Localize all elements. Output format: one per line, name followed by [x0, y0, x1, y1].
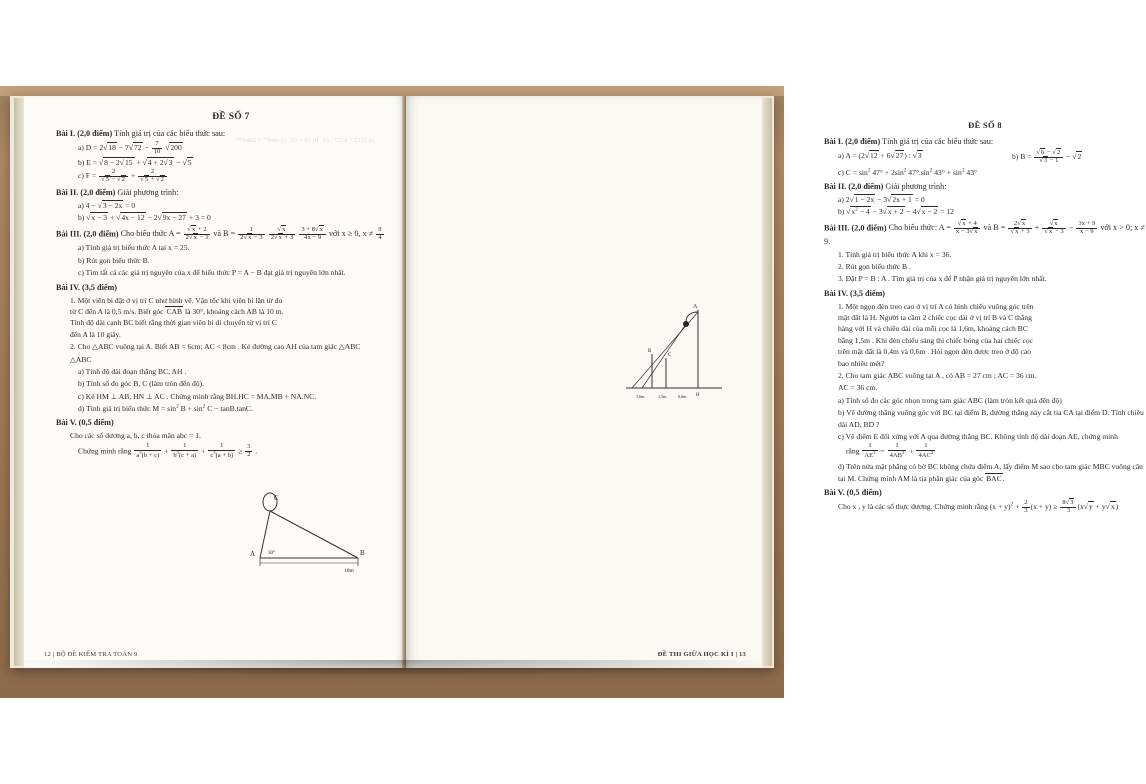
problem-item: Chứng minh rằng $\frac{1}{a^3(b + c)}$ + $\frac{1}{b^3(c + a)}$ + $\frac{1}{c^3(a + b)}$ ≥ $\frac{3}{2}$ . [78, 441, 258, 459]
svg-text:B: B [648, 349, 652, 354]
svg-text:B: B [360, 549, 365, 557]
book-shadow [10, 660, 774, 676]
svg-text:0,6m: 0,6m [678, 394, 687, 399]
svg-text:1,5m: 1,5m [658, 394, 667, 399]
figure-lamp-right [622, 302, 726, 406]
problem-item: a) A = (2√12 + 6√27) : √3 [838, 150, 922, 160]
lamp-shadow-diagram-svg [622, 302, 726, 406]
problem-item: d) Tính giá trị biểu thức $M = \sin^2 B + \sin^2 C - \tan B.\tan C$. [78, 403, 253, 414]
section-label: Bài V. (0,5 điểm) [824, 488, 882, 498]
problem-item: a) D = 2√18 − 7√72 − $\frac{7}{10}$ √200 [78, 139, 182, 155]
problem-item: a) Tính giá trị biểu thức A tại x = 25. [78, 243, 190, 253]
problem-item: c) Tìm tất cả các giá trị nguyên của x để biểu thức P = A − B đạt giá trị nguyên lớn nhất. [78, 268, 346, 278]
left-page-content [56, 112, 406, 461]
problem-row [824, 149, 1146, 166]
problem-item-formula: rằng $\frac{1}{AE^2}$ = $\frac{1}{4AB^2}$ + $\frac{1}{4AC^2}$ [846, 442, 934, 460]
figure-triangle-left [246, 492, 372, 578]
book-page-right [406, 96, 1145, 668]
section-heading-bai-1-right [824, 136, 1146, 148]
problem-item: 1. Tính giá trị biểu thức A khi x = 36. [838, 249, 952, 259]
page-footer-right: ĐỀ THI GIỮA HỌC KÌ I | 13 [657, 651, 746, 658]
section-label: Bài II. (2,0 điểm) [56, 187, 116, 197]
section-label: Bài III. (2,0 điểm) [56, 228, 119, 238]
problem-item-ac: AC = 36 cm. [838, 383, 878, 393]
svg-text:C: C [274, 494, 279, 502]
section-heading-bai-1-left [56, 128, 406, 140]
reverse-show-through: a) 2√12 + 6√27 : √3 b) √6 − √2 c) sin47° + 2sin47° [236, 137, 374, 144]
page-title-left: ĐỀ SỐ 7 [212, 112, 250, 122]
triangle-diagram-svg [246, 492, 372, 578]
problem-item: b) $√x^2 - 4 - 3√x + 2 - 4√x - 2 = 12$ [838, 206, 954, 217]
section-subtitle: Giải phương trình: [885, 182, 947, 192]
problem-item: 1. Một viên bi đặt ở vị trí C như hình vẽ. Vận tốc khi viên bi lăn từ đo từ C đến A là 0,5 m/s. Biết góc CAB là 30°, khoảng cách AB là 10 m. Tính độ dài cạnh BC biết rằng thời gian viên bi di chuyển từ vị trí C đến A là 10 giây. [70, 295, 284, 339]
problem-item: 1. Một ngọn đèn treo cao ở vị trí A có hình chiếu vuông góc trên mặt đất là H. Người ta cầm 2 chiếc cọc dài ở vị trí B và C thẳng hàng với H và chiều dài của mỗi cọc là 1,6m, khoảng cách BC bằng 1,5m . Khi đèn chiếu sáng thì chiếc bóng của hai chiếc cọc trên mặt đất là 0,4m và 0,6m . Hỏi ngọn đèn được treo ở độ cao bao nhiêu mét? [838, 301, 1034, 368]
problem-item: a) 4 − √3 − 2x = 0 [78, 200, 136, 210]
problem-item: a) Tính độ dài đoạn thẳng BC, AH . [78, 366, 187, 376]
section-label: Bài I. (2,0 điểm) [824, 137, 881, 146]
section-heading-bai-4-left [56, 282, 406, 294]
section-heading-bai-3-right [824, 221, 1146, 248]
section-heading-bai-3-left [56, 227, 406, 242]
section-subtitle: Tính giá trị của các biểu thức sau: [882, 137, 994, 146]
problem-item: Cho các số dương a, b, c thỏa mãn abc = 1. [70, 431, 201, 441]
problem-item: 2. Cho △ABC vuông tại A. Biết AB = 6cm; AC < 8cm . Kẻ đường cao AH của tam giác △ABC [70, 342, 361, 352]
problem-item: b) Tính số đo góc B, C (làm tròn đến độ). [78, 379, 204, 389]
page-title-right: ĐỀ SỐ 8 [968, 120, 1002, 130]
problem-item: b) E = √8 − 2√15 + √4 + 2√3 − √5 [78, 157, 192, 167]
problem-item: b) B = $\frac{√6 - √2}{√3 - 1}$ − √2 [1012, 148, 1082, 164]
section-label: Bài IV. (3,5 điểm) [56, 282, 118, 292]
page-footer-left: 12 | BỘ ĐỀ KIỂM TRA TOÁN 9 [44, 651, 138, 658]
section-heading-bai-4-right [824, 288, 1146, 300]
svg-text:30°: 30° [268, 551, 275, 556]
desk-edge [0, 86, 784, 96]
svg-text:A: A [693, 304, 698, 310]
svg-text:10m: 10m [344, 568, 354, 574]
section-heading-bai-2-right [824, 181, 1146, 193]
problem-item: Cho x , y là các số thực dương. Chứng minh rằng $(x + y)^2$ + $\frac{2}{3}$ (x + y) ≥ $\frac{8√3}{3}$ (x√y + y√x) [838, 498, 1119, 514]
problem-item: c) Vẽ điểm E đối xứng với A qua đường thẳng BC. Không tính độ dài đoạn AE, chứng minh [838, 431, 1118, 441]
problem-item: c) F = $\frac{2}{√5 - √2}$ + $\frac{2}{√5 + √2}$ [78, 169, 406, 184]
problem-item: 2. Rút gọn biểu thức B . [838, 261, 911, 271]
svg-text:C: C [668, 353, 672, 358]
problem-item: a) Tính số đo các góc nhọn trong tam giác ABC (làm tròn kết quả đến độ) [838, 395, 1062, 405]
problem-item: b) Vẽ đường thẳng vuông góc với BC tại điểm B, đường thẳng này cắt tia CA tại điểm D. Tính chiều dài AD, BD ? [838, 408, 1144, 429]
problem-item: d) Trên nửa mặt phẳng có bờ BC không chứa điểm A, lấy điểm M sao cho tam giác MBC vuông cân tại M. Chứng minh AM là tia phân giác của góc BAC. [838, 462, 1143, 483]
problem-item: c) $C = \sin^2 47^\circ + 2\sin^2$ $47^\circ.\sin^2$ $43^\circ + \sin^2 43^\circ$ [838, 167, 978, 177]
section-subtitle: Giải phương trình: [117, 187, 179, 197]
section-heading-bai-2-left [56, 187, 406, 199]
problem-item: 3. Đặt P = B : A . Tìm giá trị của x để P nhận giá trị nguyên lớn nhất. [838, 274, 1047, 284]
book-page-left [24, 96, 404, 668]
open-book [10, 96, 1145, 668]
section-label: Bài I. (2,0 điểm) [56, 129, 113, 138]
section-heading-bai-5-left [56, 417, 406, 429]
problem-item: a) 2√1 − 2x − 3√2x + 1 = 0 [838, 195, 925, 205]
section-subtitle: Tính giá trị của các biểu thức sau: [114, 129, 226, 138]
section-subtitle-expr: Cho biểu thức A = $\frac{√x + 2}{2√x - 3}$ và B = $\frac{1}{2√x - 3}$ $\frac{√x}{2√x + 3}$ $\frac{3 + 8√x}{4x - 9}$ với x ≥ 0, x ≠ $\frac{9}{4}$ [120, 225, 382, 241]
problem-item: c) Kẻ HM ⊥ AB, HN ⊥ AC . Chứng minh rằng BH.HC = MA.MB + NA.NC. [78, 391, 317, 401]
section-label: Bài IV. (3,5 điểm) [824, 288, 886, 298]
section-label: Bài III. (2,0 điểm) [824, 223, 887, 233]
problem-item: 2. Cho tam giác ABC vuông tại A , có AB = 27 cm ; AC = 36 cm. [838, 370, 1037, 380]
section-label: Bài V. (0,5 điểm) [56, 418, 114, 428]
right-page-content [824, 120, 1146, 516]
svg-text:1,6m: 1,6m [636, 394, 645, 399]
svg-text:H: H [696, 393, 700, 398]
section-subtitle-expr: Cho biểu thức: A = $\frac{√x + 4}{x - 3√x}$ và B = $\frac{2√x}{√x + 3}$ + $\frac{√x}{√x - 3}$ − $\frac{3x + 9}{x - 9}$ với x > 0; x ≠ 9. [824, 219, 1145, 246]
section-label: Bài II. (2,0 điểm) [824, 182, 884, 192]
section-heading-bai-5-right [824, 487, 1146, 499]
problem-item-triangle: △ABC [70, 354, 92, 364]
problem-item: b) Rút gọn biểu thức B. [78, 255, 150, 265]
svg-text:A: A [250, 550, 256, 558]
problem-item: b) √x − 3 + √4x − 12 − 2√9x − 27 + 3 = 0 [78, 213, 211, 223]
